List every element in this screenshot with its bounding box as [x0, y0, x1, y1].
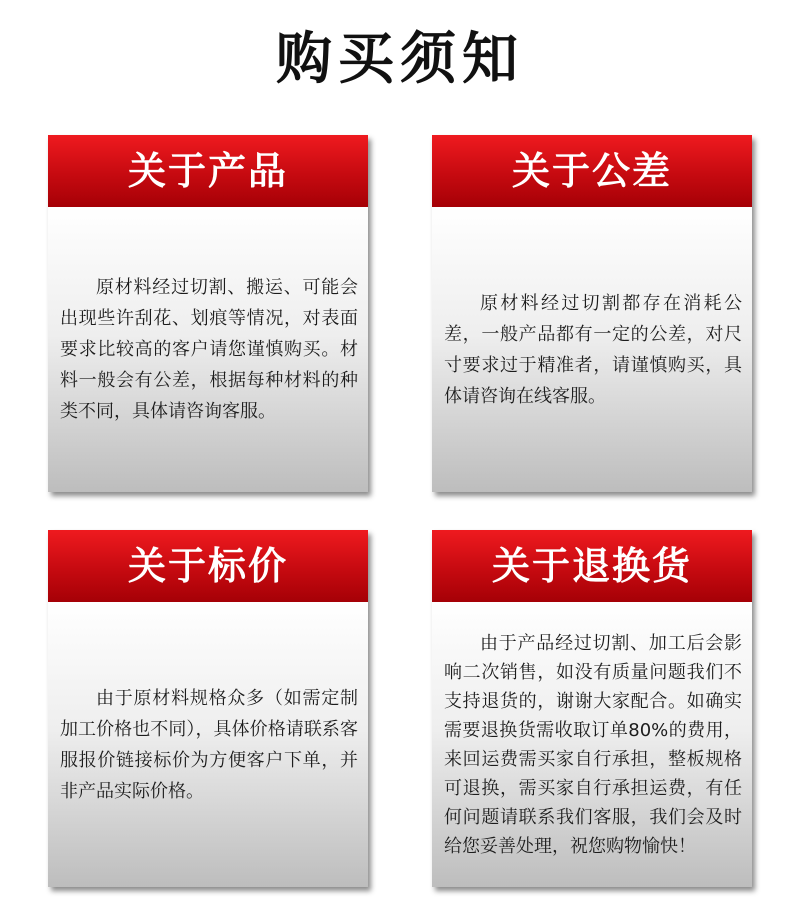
- page-title: 购买须知: [276, 27, 524, 92]
- card-about-pricing: [48, 530, 368, 887]
- card-heading: 关于公差: [432, 135, 752, 207]
- card-text: 原材料经过切割、搬运、可能会出现些许刮花、划痕等情况，对表面要求比较高的客户请您谨慎购买。材料一般会有公差，根据每种材料的种类不同，具体请咨询客服。: [60, 277, 358, 422]
- card-about-returns: [432, 530, 752, 887]
- card-text: 由于原材料规格众多（如需定制加工价格也不同），具体价格请联系客服报价链接标价为方便客户下单，并非产品实际价格。: [60, 687, 358, 802]
- card-heading: 关于产品: [48, 135, 368, 207]
- card-about-product: [48, 135, 368, 492]
- card-about-tolerance: [432, 135, 752, 492]
- card-heading: 关于标价: [48, 530, 368, 602]
- card-body: [432, 207, 752, 492]
- card-text: 原材料经过切割都存在消耗公差，一般产品都有一定的公差，对尺寸要求过于精准者，请谨慎购买，具体请咨询在线客服。: [444, 292, 742, 407]
- card-body: [432, 602, 752, 887]
- card-heading: 关于退换货: [432, 530, 752, 602]
- card-body: [48, 602, 368, 887]
- card-text: 由于产品经过切割、加工后会影响二次销售，如没有质量问题我们不支持退货的，谢谢大家配合。如确实需要退换货需收取订单80%的费用，来回运费需买家自行承担，整板规格可退换，需买家自行承担运费，有任何问题请联系我们客服，我们会及时给您妥善处理，祝您购物愉快！: [444, 632, 742, 857]
- card-body: [48, 207, 368, 492]
